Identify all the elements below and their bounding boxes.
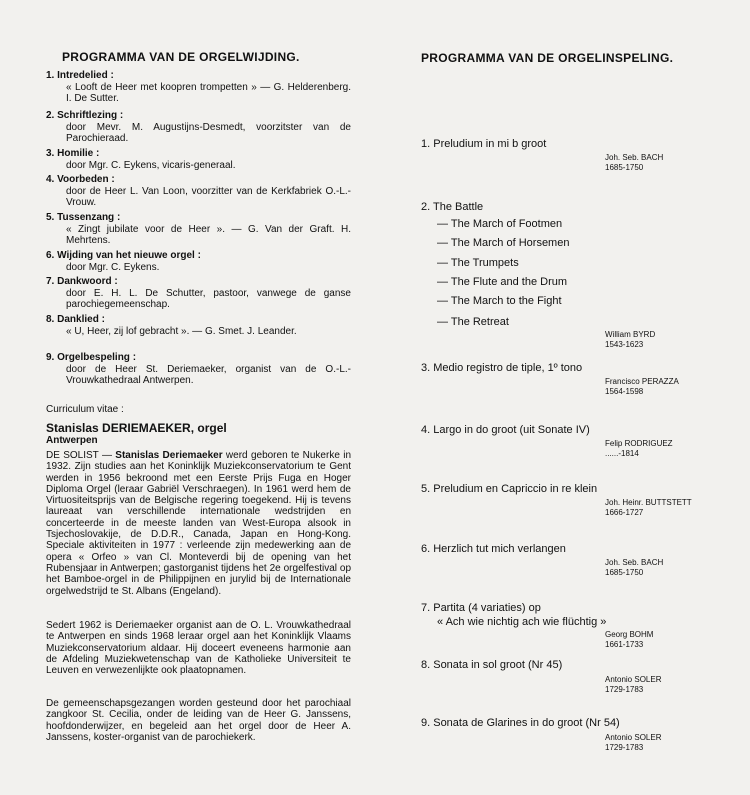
piece-7-composer — [605, 630, 653, 649]
composer-dates: 1729-1783 — [605, 684, 644, 694]
order-item-9 — [46, 352, 351, 387]
left-title: PROGRAMMA VAN DE ORGELWIJDING. — [62, 50, 300, 64]
piece-7-subtitle: « Ach wie nichtig ach wie flüchtig » — [437, 616, 607, 628]
piece-2-sub-2: — The March of Horsemen — [437, 237, 570, 249]
item-head: 7. Dankwoord : — [46, 276, 118, 287]
item-head: 8. Danklied : — [46, 314, 105, 325]
piece-4-title: 4. Largo in do groot (uit Sonate IV) — [421, 424, 590, 436]
piece-9-composer — [605, 733, 661, 752]
order-item-1 — [46, 70, 351, 105]
order-item-3 — [46, 148, 351, 171]
composer-dates: 1729-1783 — [605, 742, 644, 752]
curriculum-label: Curriculum vitae : — [46, 404, 124, 415]
item-head: 9. Orgelbespeling : — [46, 352, 137, 363]
bio-paragraph-2: Sedert 1962 is Deriemaeker organist aan de O. L. Vrouwkathedraal te Antwerpen en sinds 1968 leraar orgel aan het Koninklijk Vlaams Muziekconservatorium aldaar. Hij doceert eveneens harmonie aan de Afdeling Muziekwetenschap van de Katholieke Universiteit te Leuven en verwezenlijkte ook plaatopnamen. — [46, 620, 351, 677]
item-body: door E. H. L. De Schutter, pastoor, vanwege de ganse parochiegemeenschap. — [66, 287, 351, 310]
soloist-city: Antwerpen — [46, 435, 98, 446]
piece-2-sub-5: — The March to the Fight — [437, 295, 562, 307]
item-head: 3. Homilie : — [46, 148, 100, 159]
composer-name: Felip RODRIGUEZ — [605, 439, 673, 448]
composer-name: Joh. Heinr. BUTTSTETT — [605, 498, 692, 507]
piece-3-title: 3. Medio registro de tiple, 1º tono — [421, 362, 583, 374]
composer-dates: 1685-1750 — [605, 567, 644, 577]
right-title: PROGRAMMA VAN DE ORGELINSPELING. — [421, 51, 674, 65]
order-item-4 — [46, 174, 351, 209]
piece-8-title: 8. Sonata in sol groot (Nr 45) — [421, 659, 563, 671]
composer-dates: 1564-1598 — [605, 386, 644, 396]
order-item-8 — [46, 314, 351, 337]
piece-1-title: 1. Preludium in mi b groot — [421, 138, 547, 150]
bio-text: werd geboren te Nukerke in 1932. Zijn studies aan het Koninklijk Muziekconservatorium te Gent werden in 1956 bekroond met een Eerste Prijs Fuga en Hoger Diploma Orgel (leraar Gabriël Verschraegen). In 1961 werd hem de Virtuositeitsprijs van de Belgische regering toegekend. Hij is tevens laureaat van verschillende internationale wedstrijden en concerteerde in de meeste landen van West-Europa alsook in Tsjechoslovakije, de D.D.R., Canada, Japan en Hong-Kong. Speciale aktiviteiten in 1977 : verleende zijn medewerking aan de opera « Orfeo » van Cl. Monteverdi bij de opening van het Rubensjaar in Antwerpen; gastorganist tijdens het 2e orgelfestival op het Bamboe-orgel in de Philippijnen en jurylid bij de Internationale orgelwedstrijd te St. Albans (Engeland). — [46, 450, 352, 597]
item-body: door Mevr. M. Augustijns-Desmedt, voorzitster van de Parochieraad. — [66, 121, 351, 144]
item-body: « Looft de Heer met koopren trompetten » — G. Helderenberg. I. De Sutter. — [66, 81, 351, 104]
item-head: 1. Intredelied : — [46, 70, 114, 81]
composer-name: Joh. Seb. BACH — [605, 558, 664, 567]
item-body: door Mgr. C. Eykens, vicaris-generaal. — [66, 159, 236, 171]
composer-name: Georg BOHM — [605, 630, 654, 639]
bio-prefix: DE SOLIST — — [46, 450, 116, 461]
closing-paragraph: De gemeenschapsgezangen worden gesteund door het parochiaal zangkoor St. Cecilia, onder de leiding van de Heer G. Janssens, hoofdonderwijzer, en begeleid aan het orgel door de Heer A. Janssens, koster-organist van de parochiekerk. — [46, 698, 351, 743]
piece-6-title: 6. Herzlich tut mich verlangen — [421, 543, 566, 555]
order-item-7 — [46, 276, 351, 311]
piece-9-title: 9. Sonata de Glarines in do groot (Nr 54) — [421, 717, 620, 729]
piece-2-sub-4: — The Flute and the Drum — [437, 276, 568, 288]
item-body: « Zingt jubilate voor de Heer ». — G. Van der Graft. H. Mehrtens. — [66, 223, 351, 246]
piece-2-title: 2. The Battle — [421, 201, 484, 213]
order-item-6 — [46, 250, 351, 273]
piece-1-composer — [605, 153, 663, 172]
item-head: 2. Schriftlezing : — [46, 110, 124, 121]
composer-name: William BYRD — [605, 330, 656, 339]
composer-dates: 1685-1750 — [605, 162, 644, 172]
item-head: 6. Wijding van het nieuwe orgel : — [46, 250, 201, 261]
composer-dates: 1543-1623 — [605, 339, 644, 349]
item-body: door de Heer St. Deriemaeker, organist van de O.-L.-Vrouwkathedraal Antwerpen. — [66, 363, 351, 386]
bio-name: Stanislas Deriemaeker — [115, 450, 223, 461]
piece-3-composer — [605, 377, 679, 396]
piece-6-composer — [605, 558, 663, 577]
composer-name: Joh. Seb. BACH — [605, 153, 664, 162]
piece-7-title: 7. Partita (4 variaties) op — [421, 602, 541, 614]
item-body: « U, Heer, zij lof gebracht ». — G. Smet. J. Leander. — [66, 325, 297, 337]
piece-2-sub-1: — The March of Footmen — [437, 218, 563, 230]
piece-5-title: 5. Preludium en Capriccio in re klein — [421, 483, 598, 495]
order-item-2 — [46, 110, 351, 145]
composer-name: Antonio SOLER — [605, 675, 662, 684]
piece-5-composer — [605, 498, 692, 517]
item-head: 5. Tussenzang : — [46, 212, 121, 223]
item-body: door Mgr. C. Eykens. — [66, 261, 160, 273]
item-head: 4. Voorbeden : — [46, 174, 115, 185]
piece-2-sub-3: — The Trumpets — [437, 257, 519, 269]
item-body: door de Heer L. Van Loon, voorzitter van de Kerkfabriek O.-L.-Vrouw. — [66, 185, 351, 208]
bio-paragraph-1 — [46, 450, 351, 597]
composer-name: Antonio SOLER — [605, 733, 662, 742]
piece-4-composer — [605, 439, 673, 458]
composer-dates: 1666-1727 — [605, 507, 644, 517]
composer-name: Francisco PERAZZA — [605, 377, 679, 386]
piece-2-sub-6: — The Retreat — [437, 316, 509, 328]
order-item-5 — [46, 212, 351, 247]
piece-8-composer — [605, 675, 661, 694]
soloist-name: Stanislas DERIEMAEKER, orgel — [46, 421, 227, 435]
piece-2-composer — [605, 330, 655, 349]
composer-dates: 1661-1733 — [605, 639, 644, 649]
composer-dates: ......-1814 — [605, 448, 639, 458]
